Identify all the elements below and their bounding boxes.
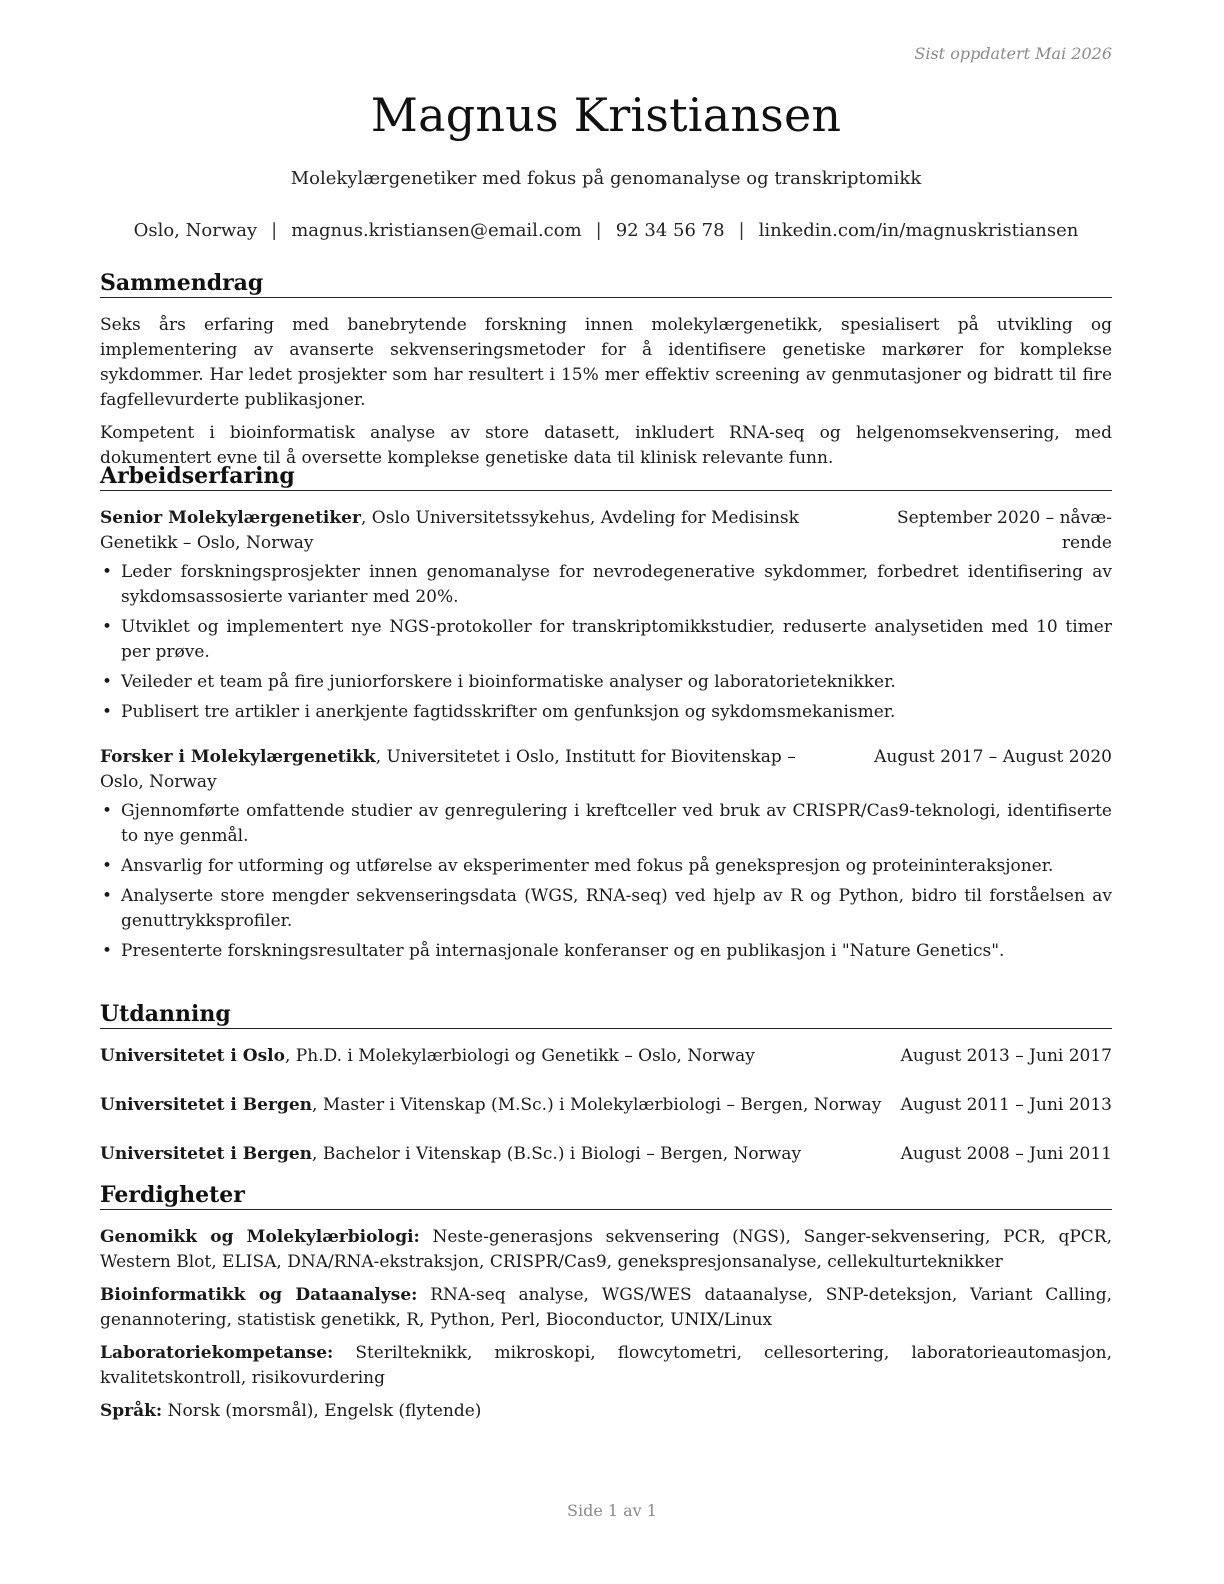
list-item: • Gjennomførte omfattende studier av genregulering i kreftceller ved bruk av CRISPR/Cas9-teknologi, identifiserte to nye genmål. xyxy=(100,799,1112,849)
contact-email[interactable]: magnus.kristiansen@email.com xyxy=(291,220,582,241)
skill-group xyxy=(100,1283,1112,1333)
list-item: • Presenterte forskningsresultater på internasjonale konferanser og en publikasjon i "Nature Genetics". xyxy=(100,939,1112,964)
candidate-name: Magnus Kristiansen xyxy=(370,88,842,142)
job-date-line: August 2017 – August 2020 xyxy=(874,747,1112,767)
skill-label: Bioinformatikk og Dataanalyse: xyxy=(100,1285,418,1305)
section-title-skills: Ferdigheter xyxy=(100,1182,1112,1210)
list-item: • Utviklet og implementert nye NGS-protokoller for transkriptomikkstudier, reduserte analysetiden med 10 timer per prøve. xyxy=(100,615,1112,665)
skills-section xyxy=(100,1182,1112,1432)
skill-label: Laboratoriekompetanse: xyxy=(100,1343,334,1363)
education-school: Universitetet i Oslo xyxy=(100,1046,285,1066)
skill-label: Genomikk og Molekylærbiologi: xyxy=(100,1227,420,1247)
job-org: , Oslo Universitetssykehus, Avdeling for Medisinsk Genetikk – Oslo, Norway xyxy=(100,508,799,553)
summary-section xyxy=(100,270,1112,471)
summary-paragraph: Kompetent i bioinformatisk analyse av store datasett, inkludert RNA-seq og helgenomsekvensering, med dokumentert evne til å oversette komplekse genetiske data til klinisk relevante funn. xyxy=(100,423,1112,468)
education-date: August 2013 – Juni 2017 xyxy=(900,1046,1112,1066)
education-date: August 2008 – Juni 2011 xyxy=(900,1144,1112,1164)
contact-location: Oslo, Norway xyxy=(133,220,258,241)
tagline: Molekylærgenetiker med fokus på genomanalyse og transkriptomikk xyxy=(290,168,922,189)
job-header xyxy=(100,745,1112,795)
page-number: Side 1 av 1 xyxy=(567,1501,657,1520)
job-header xyxy=(100,506,1112,556)
skill-text: Neste-generasjons sekvensering (NGS), Sanger-sekvensering, PCR, qPCR, Western Blot, ELISA, DNA/RNA-ekstraksjon, CRISPR/Cas9, genekspresjonsanalyse, cellekulturteknikker xyxy=(100,1227,1112,1272)
education-section xyxy=(100,1001,1112,1191)
contact-separator: | xyxy=(738,220,745,241)
contact-separator: | xyxy=(595,220,602,241)
contact-linkedin[interactable]: linkedin.com/in/magnuskristiansen xyxy=(758,220,1079,241)
list-item: • Analyserte store mengder sekvenseringsdata (WGS, RNA-seq) ved hjelp av R og Python, bidro til forståelsen av genuttrykksprofiler. xyxy=(100,884,1112,934)
experience-section xyxy=(100,463,1112,969)
section-title-summary: Sammendrag xyxy=(100,270,1112,298)
section-title-education: Utdanning xyxy=(100,1001,1112,1029)
job-date-line: rende xyxy=(1061,533,1112,553)
section-title-experience: Arbeidserfaring xyxy=(100,463,1112,491)
summary-paragraph: Seks års erfaring med banebrytende forskning innen molekylærgenetikk, spesialisert på utvikling og implementering av avanserte sekvenseringsmetoder for å identifisere genetiske markører for komplekse sykdommer. Har ledet prosjekter som har resultert i 15% mer effektiv screening av genmutasjoner og bidratt til fire fagfellevurderte publikasjoner. xyxy=(100,315,1112,410)
contact-line xyxy=(100,220,1112,241)
list-item: • Leder forskningsprosjekter innen genomanalyse for nevrodegenerative sykdommer, forbedret identifisering av sykdomsassosierte varianter med 20%. xyxy=(100,560,1112,610)
job-entry xyxy=(100,506,1112,725)
job-date xyxy=(874,745,1112,770)
skill-text: Norsk (morsmål), Engelsk (flytende) xyxy=(162,1401,482,1421)
list-item: • Veileder et team på fire juniorforskere i bioinformatiske analyser og laboratorieteknikker. xyxy=(100,670,1112,695)
job-date xyxy=(897,506,1112,556)
education-detail: , Bachelor i Vitenskap (B.Sc.) i Biologi – Bergen, Norway xyxy=(312,1144,802,1164)
education-detail: , Master i Vitenskap (M.Sc.) i Molekylærbiologi – Bergen, Norway xyxy=(312,1095,882,1115)
education-entry xyxy=(100,1142,1112,1167)
last-updated: Sist oppdatert Mai 2026 xyxy=(914,44,1112,63)
skill-label: Språk: xyxy=(100,1401,163,1421)
list-item: • Ansvarlig for utforming og utførelse av eksperimenter med fokus på genekspresjon og proteininteraksjoner. xyxy=(100,854,1112,879)
skill-group xyxy=(100,1225,1112,1275)
job-role: Forsker i Molekylærgenetikk xyxy=(100,747,376,767)
education-date: August 2011 – Juni 2013 xyxy=(900,1095,1112,1115)
job-bullets xyxy=(100,560,1112,725)
education-detail: , Ph.D. i Molekylærbiologi og Genetikk – Oslo, Norway xyxy=(284,1046,755,1066)
education-entry xyxy=(100,1044,1112,1069)
education-school: Universitetet i Bergen xyxy=(100,1144,313,1164)
contact-phone[interactable]: 92 34 56 78 xyxy=(615,220,725,241)
skill-group xyxy=(100,1399,1112,1424)
skill-text: Sterilteknikk, mikroskopi, flowcytometri, cellesortering, laboratorieautomasjon, kvalitetskontroll, risikovurdering xyxy=(100,1343,1112,1388)
job-role: Senior Molekylærgenetiker xyxy=(100,508,361,528)
job-org: , Universitetet i Oslo, Institutt for Biovitenskap – Oslo, Norway xyxy=(100,747,796,792)
job-bullets xyxy=(100,799,1112,964)
skill-group xyxy=(100,1341,1112,1391)
skill-text: RNA-seq analyse, WGS/WES dataanalyse, SNP-deteksjon, Variant Calling, genannotering, statistisk genetikk, R, Python, Perl, Bioconductor, UNIX/Linux xyxy=(100,1285,1112,1330)
job-entry xyxy=(100,745,1112,964)
list-item: • Publisert tre artikler i anerkjente fagtidsskrifter om genfunksjon og sykdomsmekanismer. xyxy=(100,700,1112,725)
education-entry xyxy=(100,1093,1112,1118)
job-date-line: September 2020 – nåvæ- xyxy=(896,508,1112,528)
education-school: Universitetet i Bergen xyxy=(100,1095,313,1115)
contact-separator: | xyxy=(271,220,278,241)
